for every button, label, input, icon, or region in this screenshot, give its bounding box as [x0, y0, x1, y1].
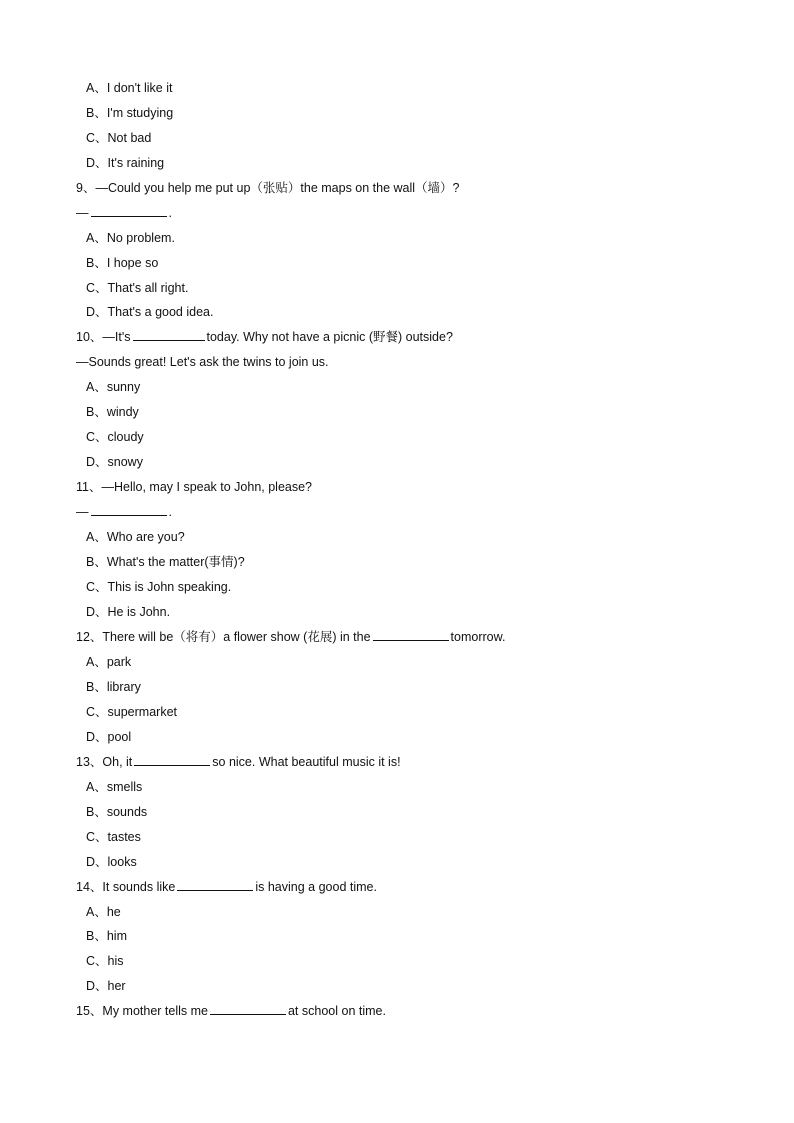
q10-stem-start: 10、—It's: [76, 330, 131, 344]
q13-stem-start: 13、Oh, it: [76, 755, 133, 769]
q11-period: .: [168, 505, 172, 519]
q12-stem-start: 12、There will be（将有）a flower show (花展) in the: [76, 630, 371, 644]
q14-stem: [76, 879, 377, 895]
q9-blank: [91, 205, 167, 217]
q15-stem-start: 15、My mother tells me: [76, 1004, 208, 1018]
q12-blank: [373, 629, 449, 641]
q13-option-d: D、looks: [86, 855, 137, 869]
q14-blank: [177, 879, 253, 891]
q14-option-d: D、her: [86, 979, 126, 993]
q12-stem: [76, 629, 505, 645]
q9-answer-line: [76, 205, 172, 221]
q9-option-b: B、I hope so: [86, 256, 159, 270]
q13-stem-end: so nice. What beautiful music it is!: [212, 755, 401, 769]
q10-option-d: D、snowy: [86, 455, 143, 469]
q11-option-d: D、He is John.: [86, 605, 171, 619]
q10-option-c: C、cloudy: [86, 430, 144, 444]
q8-option-d: D、It's raining: [86, 156, 165, 170]
q12-option-c: C、supermarket: [86, 705, 177, 719]
q10-blank: [133, 329, 205, 341]
q12-option-b: B、library: [86, 680, 141, 694]
q8-option-a: A、I don't like it: [86, 81, 173, 95]
q9-dash: —: [76, 206, 89, 220]
q13-stem: [76, 754, 401, 770]
q15-stem-end: at school on time.: [287, 1004, 386, 1018]
q11-dash: —: [76, 505, 89, 519]
q8-option-c: C、Not bad: [86, 131, 152, 145]
q11-blank: [91, 504, 167, 516]
q10-option-a: A、sunny: [86, 380, 141, 394]
q9-option-d: D、That's a good idea.: [86, 305, 214, 319]
q10-option-b: B、windy: [86, 405, 139, 419]
q13-option-a: A、smells: [86, 780, 143, 794]
q11-stem: 11、—Hello, may I speak to John, please?: [76, 480, 313, 494]
q11-option-a: A、Who are you?: [86, 530, 185, 544]
q9-option-c: C、That's all right.: [86, 281, 189, 295]
q11-option-b: B、What's the matter(事情)?: [86, 555, 245, 569]
q12-option-a: A、park: [86, 655, 132, 669]
q13-option-b: B、sounds: [86, 805, 148, 819]
q9-option-a: A、No problem.: [86, 231, 175, 245]
q12-stem-end: tomorrow.: [450, 630, 506, 644]
q14-option-b: B、him: [86, 929, 127, 943]
q14-option-c: C、his: [86, 954, 124, 968]
q15-blank: [210, 1003, 286, 1015]
q8-option-b: B、I'm studying: [86, 106, 174, 120]
q10-stem-end: today. Why not have a picnic (野餐) outside?: [206, 330, 453, 344]
q15-stem: [76, 1003, 386, 1019]
q11-option-c: C、This is John speaking.: [86, 580, 232, 594]
q14-stem-start: 14、It sounds like: [76, 880, 176, 894]
q9-stem: 9、—Could you help me put up（张贴）the maps on the wall（墙）?: [76, 181, 460, 195]
q10-reply: —Sounds great! Let's ask the twins to join us.: [76, 355, 329, 369]
q13-option-c: C、tastes: [86, 830, 141, 844]
q13-blank: [134, 754, 210, 766]
q14-option-a: A、he: [86, 905, 121, 919]
q11-answer-line: [76, 504, 172, 520]
q10-stem: [76, 329, 453, 345]
q14-stem-end: is having a good time.: [255, 880, 377, 894]
q9-period: .: [168, 206, 172, 220]
q12-option-d: D、pool: [86, 730, 132, 744]
